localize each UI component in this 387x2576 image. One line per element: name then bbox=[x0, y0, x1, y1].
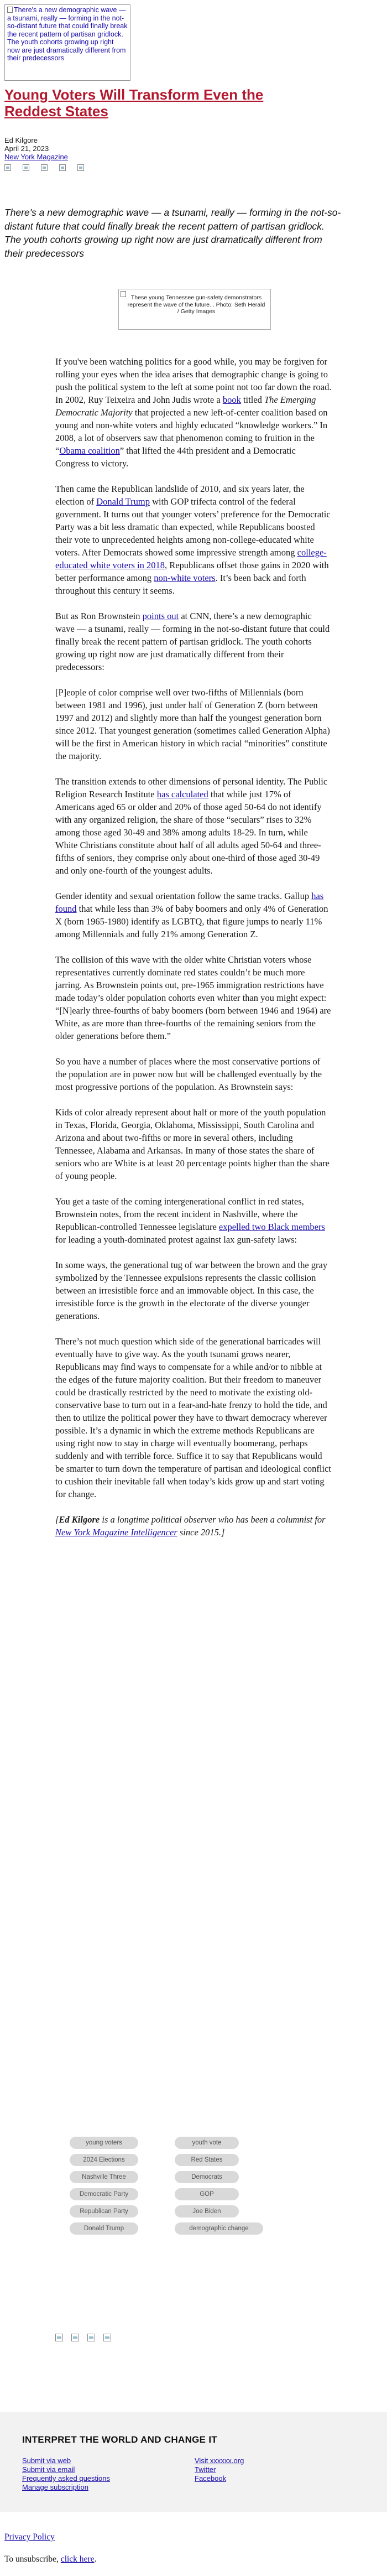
footer-link[interactable]: Visit xxxxxx.org bbox=[195, 2456, 244, 2465]
footer-link[interactable]: Facebook bbox=[195, 2474, 227, 2482]
inline-link[interactable]: non-white voters bbox=[154, 573, 216, 583]
inline-link[interactable]: college-educated white voters in 2018 bbox=[55, 547, 327, 570]
unsubscribe-line: To unsubscribe, click here. bbox=[4, 2554, 97, 2564]
footer-link[interactable]: Submit via email bbox=[22, 2465, 75, 2474]
publication-link[interactable]: New York Magazine bbox=[4, 153, 68, 161]
share-linkedin-icon[interactable] bbox=[87, 2334, 95, 2341]
inline-link[interactable]: has calculated bbox=[156, 789, 208, 799]
footer-link[interactable]: Frequently asked questions bbox=[22, 2474, 110, 2482]
headline bbox=[4, 86, 314, 120]
privacy-policy-link[interactable]: Privacy Policy bbox=[4, 2532, 55, 2542]
unsubscribe-link[interactable]: click here bbox=[60, 2554, 95, 2564]
tag-chip[interactable]: Democrats bbox=[175, 2171, 239, 2183]
share-facebook-icon[interactable] bbox=[4, 164, 11, 171]
byline bbox=[4, 136, 68, 161]
blockquote: Kids of color already represent about half or more of the youth population in Texas, Florida, Georgia, Oklahoma, Mississippi, South Carolina and Arizona and about two-fifths or more in several others, including Tennessee, Alabama and Arkansas. In many of those states the share of seniors who are White is at least 20 percentage points higher than the share of young people. bbox=[55, 1107, 330, 1181]
article-body bbox=[55, 355, 332, 1539]
top-image-alt-text: There's a new demographic wave — a tsunami, really — forming in the not-so-distant future that could finally break the recent pattern of partisan gridlock. The youth cohorts growing up right now are just dramatically different from their predecessors bbox=[7, 6, 128, 62]
footer-link[interactable]: Twitter bbox=[195, 2465, 216, 2474]
tag-chip[interactable]: young voters bbox=[70, 2137, 138, 2149]
inline-link[interactable]: Obama coalition bbox=[59, 445, 120, 456]
paragraph: If you've been watching politics for a good while, you may be forgiven for rolling your eyes when the idea arises that demographic change is going to push the political system to the left at some point not too far down the road. In 2002, Ruy Teixeira and John Judis wrote a book titled The Emerging Democratic Majority that projected a new left-of-center coalition based on young and non-white voters and highly educated “knowledge workers.” In 2008, a lot of observers saw that phenomenon coming to fruition in the “Obama coalition” that lifted the 44th president and a Democratic Congress to victory. bbox=[55, 356, 332, 469]
author-bio: [Ed Kilgore is a longtime political observer who has been a columnist for New York Magazine Intelligencer since 2015.] bbox=[55, 1514, 326, 1538]
share-twitter-icon[interactable] bbox=[23, 164, 29, 171]
tag-chip[interactable]: Nashville Three bbox=[70, 2171, 138, 2183]
publish-date: April 21, 2023 bbox=[4, 144, 49, 153]
tag-chip[interactable]: 2024 Elections bbox=[70, 2154, 138, 2166]
share-icons-top bbox=[4, 164, 96, 174]
book-title: The Emerging Democratic Majority bbox=[55, 394, 316, 418]
paragraph: The collision of this wave with the older white Christian voters whose representatives currently dominate red states couldn’t be much more jarring. As Brownstein points out, pre-1965 immigration restrictions have made today’s older population cohorts even whiter than you might expect: “[N]early three-fourths of baby boomers (born between 1946 and 1964) are White, as are more than three-fourths of the remaining seniors from the older generations before them.” bbox=[55, 954, 331, 1041]
blockquote: In some ways, the generational tug of war between the brown and the gray symbolized by the Tennessee expulsions represents the classic collision between an irresistible force and an immovable object. In this case, the irresistible force is the growth in the electorate of the diverse younger generations. bbox=[55, 1260, 328, 1321]
tag-chip[interactable]: Donald Trump bbox=[70, 2222, 138, 2235]
paragraph: But as Ron Brownstein points out at CNN, there’s a new demographic wave — a tsunami, really — forming in the not-so-distant future that could finally break the recent pattern of partisan gridlock. The youth cohorts growing up right now are just dramatically different from their predecessors: bbox=[55, 611, 330, 672]
inline-link[interactable]: Donald Trump bbox=[96, 496, 150, 507]
tag-chip[interactable]: Red States bbox=[175, 2154, 239, 2166]
headline-link[interactable]: Young Voters Will Transform Even the Reddest States bbox=[4, 86, 264, 120]
share-email-icon[interactable] bbox=[59, 164, 66, 171]
footer-link[interactable]: Submit via web bbox=[22, 2456, 71, 2465]
share-print-icon[interactable] bbox=[77, 164, 84, 171]
footer-heading: INTERPRET THE WORLD AND CHANGE IT bbox=[22, 2434, 218, 2445]
paragraph: Then came the Republican landslide of 2010, and six years later, the election of Donald Trump with GOP trifecta control of the federal government. It turns out that younger voters’ preference for the Democratic Party was a bit less dramatic than expected, while Republicans boosted their vote to unprecedented heights among non-college-educated white voters. After Democrats showed some impressive strength among college-educated white voters in 2018, Republicans offset those gains in 2020 with better performance among non-white voters. It’s been back and forth throughout this century it seems. bbox=[55, 484, 331, 596]
footer-left-links bbox=[22, 2456, 110, 2492]
article-dek: There's a new demographic wave — a tsunami, really — forming in the not-so-distant future that could finally break the recent pattern of partisan gridlock. The youth cohorts growing up right now are just dramatically different from their predecessors bbox=[4, 207, 341, 259]
tag-chip[interactable]: Democratic Party bbox=[70, 2188, 138, 2200]
share-icons-bottom bbox=[55, 2334, 119, 2344]
tag-chip[interactable]: demographic change bbox=[175, 2222, 263, 2235]
newsletter-footer bbox=[0, 2412, 387, 2512]
share-twitter-icon[interactable] bbox=[71, 2334, 79, 2341]
blockquote: [P]eople of color comprise well over two-fifths of Millennials (born between 1981 and 1996), just under half of Generation Z (born between 1997 and 2012) and slightly more than half the youngest generation born since 2012. That youngest generation (sometimes called Generation Alpha) will be the first in American history in which racial “minorities” constitute the majority. bbox=[55, 687, 330, 761]
paragraph: The transition extends to other dimensions of personal identity. The Public Religion Research Institute has calculated that while just 17% of Americans aged 65 or older and 20% of those aged 50-64 do not identify with any organized religion, the share of those “seculars” rises to 32% among those aged 30-49 and 38% among adults 18-29. In turn, while White Christians constitute about half of all adults aged 50-64 and three-fifths of seniors, they comprise only about one-third of those aged 30-49 and only one-fourth of the youngest adults. bbox=[55, 776, 328, 876]
top-image-placeholder[interactable] bbox=[4, 4, 130, 81]
bottom-links bbox=[4, 2532, 96, 2576]
tag-chip[interactable]: GOP bbox=[175, 2188, 239, 2200]
bio-author-name: Ed Kilgore bbox=[59, 1514, 100, 1525]
broken-image-icon bbox=[7, 7, 13, 13]
broken-image-icon bbox=[121, 291, 126, 297]
paragraph: You get a taste of the coming intergenerational conflict in red states, Brownstein notes, from the recent incident in Nashville, where the Republican-controlled Tennessee legislature expelled two Black members for leading a youth-dominated protest against lax gun-safety laws: bbox=[55, 1196, 325, 1245]
inline-link[interactable]: expelled two Black members bbox=[218, 1222, 325, 1232]
share-email-icon[interactable] bbox=[103, 2334, 111, 2341]
paragraph: There’s not much question which side of the generational barricades will eventually have to give way. As the youth tsunami grows nearer, Republicans may find ways to compensate for a while and/or to nibble at the edges of the future majority coalition. But their freedom to maneuver could be drastically restricted by the need to motivate the existing old-conservative base to turn out in a fear-and-hate frenzy to hold the tide, and then to utilize the political power they have to thwart democracy wherever possible. It’s a dynamic in which the extreme methods Republicans are using right now to stay in charge will eventually boomerang, perhaps suddenly and with terrible force. Suffice it to say that Republicans would be smarter to turn down the temperature of partisan and ideological conflict to cushion their inevitable fall when today’s kids grow up and start voting for change. bbox=[55, 1336, 331, 1499]
photo-caption: These young Tennessee gun-safety demonstrators represent the wave of the future. . Photo: Seth Herald / Getty Images bbox=[127, 294, 265, 315]
share-facebook-icon[interactable] bbox=[55, 2334, 63, 2341]
tag-chip[interactable]: Joe Biden bbox=[175, 2205, 239, 2217]
paragraph: So you have a number of places where the most conservative portions of the population are in power now but will be challenged eventually by the most progressive portions of the population. As Brownstein says: bbox=[55, 1056, 322, 1092]
inline-link[interactable]: New York Magazine Intelligencer bbox=[55, 1527, 177, 1538]
tag-chip[interactable]: youth vote bbox=[175, 2137, 239, 2149]
paragraph: Gender identity and sexual orientation follow the same tracks. Gallup has found that while less than 3% of baby boomers and only 4% of Generation X (born 1965-1980) identify as LGBTQ, that figure jumps to nearly 11% among Millennials and fully 21% among Generation Z. bbox=[55, 891, 328, 939]
footer-link[interactable]: Manage subscription bbox=[22, 2483, 88, 2491]
footer-right-links bbox=[195, 2456, 244, 2483]
tag-chip[interactable]: Republican Party bbox=[70, 2205, 138, 2217]
inline-link[interactable]: book bbox=[222, 394, 241, 405]
author-name: Ed Kilgore bbox=[4, 136, 38, 144]
inline-link[interactable]: has found bbox=[55, 891, 324, 914]
inline-link[interactable]: points out bbox=[142, 611, 179, 621]
share-linkedin-icon[interactable] bbox=[41, 164, 48, 171]
